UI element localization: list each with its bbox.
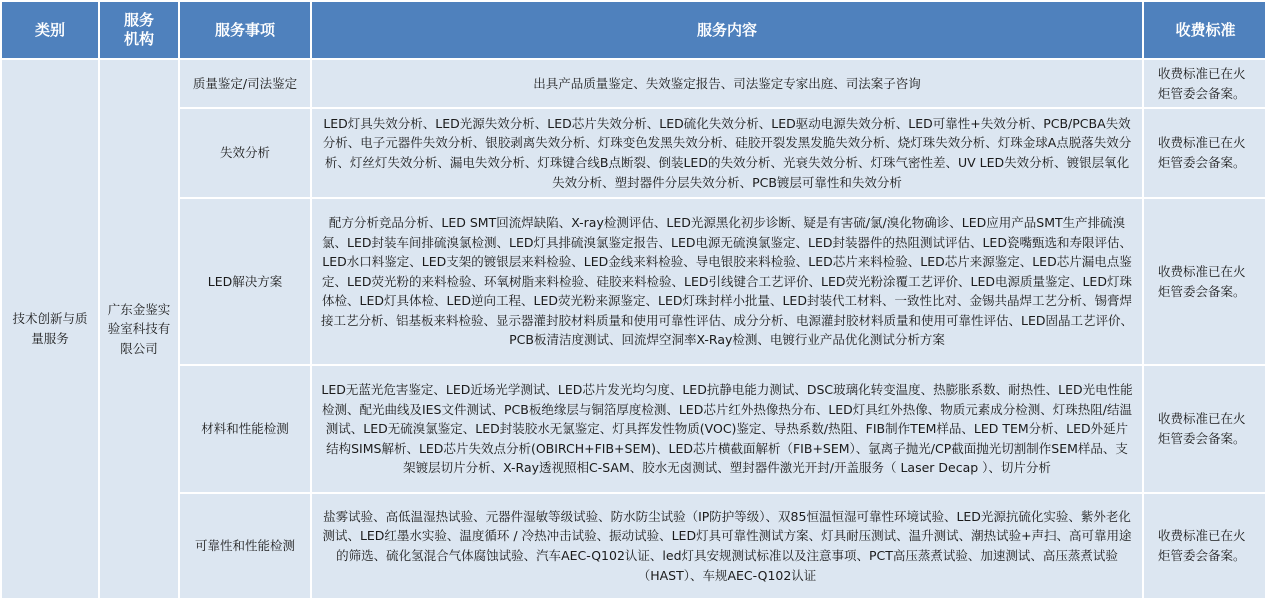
table-row bbox=[2, 366, 1265, 492]
service-item-cell: 质量鉴定/司法鉴定 bbox=[180, 60, 310, 107]
table-row bbox=[2, 60, 1265, 107]
service-content-cell: 出具产品质量鉴定、失效鉴定报告、司法鉴定专家出庭、司法案子咨询 bbox=[312, 60, 1142, 107]
fee-cell: 收费标准已在火炬管委会备案。 bbox=[1144, 494, 1265, 598]
fee-cell: 收费标准已在火炬管委会备案。 bbox=[1144, 109, 1265, 197]
service-content-cell: 配方分析竞品分析、LED SMT回流焊缺陷、X-ray检测评估、LED光源黑化初步诊断、疑是有害硫/氯/溴化物确诊、LED应用产品SMT生产排硫溴氯、LED封装车间排硫溴氯检测、LED灯具排硫溴氯鉴定报告、LED电源无硫溴氯鉴定、LED封装器件的热阻测试评估、LED瓷嘴甄选和寿限评估、LED水口料鉴定、LED支架的镀银层来料检验、LED金线来料检验、导电银胶来料检验、LED芯片来料检验、LED芯片来源鉴定、LED芯片漏电点鉴定、LED荧光粉的来料检验、环氧树脂来料检验、硅胶来料检验、LED引线键合工艺评价、LED荧光粉涂覆工艺评价、LED电源质量鉴定、LED灯珠体检、LED灯具体检、LED逆向工程、LED荧光粉来源鉴定、LED灯珠封样小批量、LED封装代工材料、一致性比对、金锡共晶焊工艺分析、锡膏焊接工艺分析、铝基板来料检验、显示器灌封胶材料质量和使用可靠性评估、成分分析、电源灌封胶材料质量和使用可靠性评估、LED固晶工艺评价、PCB板清洁度测试、回流焊空洞率X-Ray检测、电镀行业产品优化测试分析方案 bbox=[312, 199, 1142, 364]
table-row bbox=[2, 199, 1265, 364]
header-category: 类别 bbox=[2, 2, 98, 58]
header-service-item: 服务事项 bbox=[180, 2, 310, 58]
table-row bbox=[2, 109, 1265, 197]
fee-cell: 收费标准已在火炬管委会备案。 bbox=[1144, 366, 1265, 492]
header-org-line1: 服务 bbox=[123, 11, 154, 29]
header-org-line2: 机构 bbox=[123, 30, 154, 48]
header-row bbox=[2, 2, 1265, 58]
organization-cell: 广东金鉴实验室科技有限公司 bbox=[100, 60, 178, 598]
service-item-cell: LED解决方案 bbox=[180, 199, 310, 364]
category-cell: 技术创新与质量服务 bbox=[2, 60, 98, 598]
service-content-cell: 盐雾试验、高低温湿热试验、元器件湿敏等级试验、防水防尘试验（IP防护等级）、双85恒温恒湿可靠性环境试验、LED光源抗硫化实验、紫外老化测试、LED红墨水实验、温度循环 / 冷热冲击试验、振动试验、LED灯具可靠性测试方案、灯具耐压测试、温升测试、潮热试验+声扫、高可靠用途的筛选、硫化氢混合气体腐蚀试验、汽车AEC-Q102认证、led灯具安规测试标准以及注意事项、PCT高压蒸煮试验、加速测试、高压蒸煮试验（HAST）、车规AEC-Q102认证 bbox=[312, 494, 1142, 598]
header-fee-standard: 收费标准 bbox=[1144, 2, 1265, 58]
service-item-cell: 材料和性能检测 bbox=[180, 366, 310, 492]
service-item-cell: 失效分析 bbox=[180, 109, 310, 197]
service-content-cell: LED灯具失效分析、LED光源失效分析、LED芯片失效分析、LED硫化失效分析、LED驱动电源失效分析、LED可靠性+失效分析、PCB/PCBA失效分析、电子元器件失效分析、银胶剥离失效分析、灯珠变色发黑失效分析、硅胶开裂发黑发脆失效分析、烧灯珠失效分析、灯珠金球A点脱落失效分析、灯丝灯失效分析、漏电失效分析、灯珠键合线B点断裂、倒装LED的失效分析、光衰失效分析、灯珠气密性差、UV LED失效分析、镀银层氧化失效分析、塑封器件分层失效分析、PCB镀层可靠性和失效分析 bbox=[312, 109, 1142, 197]
header-service-content: 服务内容 bbox=[312, 2, 1142, 58]
service-item-cell: 可靠性和性能检测 bbox=[180, 494, 310, 598]
header-organization bbox=[100, 2, 178, 58]
fee-cell: 收费标准已在火炬管委会备案。 bbox=[1144, 60, 1265, 107]
fee-cell: 收费标准已在火炬管委会备案。 bbox=[1144, 199, 1265, 364]
service-content-cell: LED无蓝光危害鉴定、LED近场光学测试、LED芯片发光均匀度、LED抗静电能力测试、DSC玻璃化转变温度、热膨胀系数、耐热性、LED光电性能检测、配光曲线及IES文件测试、PCB板绝缘层与铜箔厚度检测、LED芯片红外热像热分布、LED灯具红外热像、物质元素成分检测、灯珠热阻/结温测试、LED无硫溴氯鉴定、LED封装胶水无氯鉴定、灯具挥发性物质(VOC)鉴定、导热系数/热阻、FIB制作TEM样品、LED TEM分析、LED外延片结构SIMS解析、LED芯片失效点分析(OBIRCH+FIB+SEM)、LED芯片横截面解析（FIB+SEM）、氩离子抛光/CP截面抛光切割制作SEM样品、支架镀层切片分析、X-Ray透视照相C-SAM、胶水无卤测试、塑封器件激光开封/开盖服务（ Laser Decap ）、切片分析 bbox=[312, 366, 1142, 492]
table-row bbox=[2, 494, 1265, 598]
